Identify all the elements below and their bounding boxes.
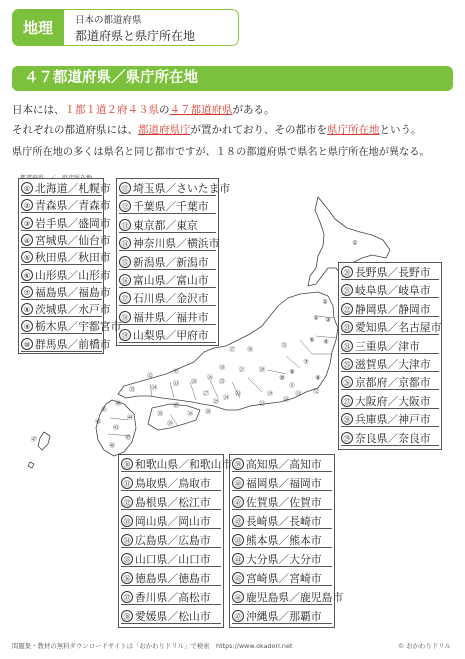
header-title: 都道府県と県庁所在地 [75,29,196,43]
separator: ／ [387,321,399,335]
capital-name: 京都市 [398,376,431,390]
separator: ／ [278,515,290,528]
separator: ／ [67,337,79,351]
svg-text:③: ③ [325,316,331,324]
capital-name: 岡山市 [178,515,211,528]
separator: ／ [167,553,179,566]
prefecture-number: ⑥ [21,269,33,281]
prefecture-number: ㊻ [232,591,244,603]
svg-text:㉝: ㉝ [172,380,180,388]
prefecture-row [121,532,221,548]
separator: ／ [387,394,399,408]
capital-name: 仙台市 [78,233,111,247]
separator: ／ [165,255,177,269]
prefecture-row [341,374,439,390]
prefecture-row [341,393,439,409]
svg-text:㉓: ㉓ [234,390,242,398]
capital-name: 鹿児島市 [299,591,344,604]
separator: ／ [167,572,179,585]
capital-name: 千葉市 [176,200,209,214]
prefecture-row [21,301,111,317]
separator: ／ [165,200,177,214]
prefecture-row [232,513,332,529]
capital-name: 和歌山市 [188,458,233,471]
prefecture-name: 静岡県 [355,302,388,316]
svg-text:㉒: ㉒ [258,400,266,408]
separator: ／ [167,515,179,528]
svg-text:⑧: ⑧ [315,374,321,382]
separator: ／ [278,496,290,509]
prefecture-name: 秋田県 [35,251,68,265]
prefecture-number: ③ [21,217,33,229]
prefecture-number: ㊷ [232,515,244,527]
prefecture-row [121,494,221,510]
svg-text:㊴: ㊴ [166,420,174,428]
prefecture-name: 徳島県 [135,572,168,585]
capital-name: 横浜市 [186,237,220,251]
map-okinawa-islet [28,462,34,468]
prefecture-row [121,589,221,605]
svg-text:㊷: ㊷ [94,418,102,426]
svg-text:⑭: ⑭ [282,396,290,404]
svg-text:㊹: ㊹ [126,414,134,422]
prefecture-number: ㉗ [341,395,353,407]
prefecture-name: 山形県 [35,268,68,282]
prefecture-name: 神奈川県 [133,237,177,251]
svg-text:㉕: ㉕ [218,378,226,386]
separator: ／ [278,534,290,547]
prefecture-name: 沖縄県 [246,610,279,623]
prefecture-name: 熊本県 [246,534,279,547]
prefecture-number: ② [21,199,33,211]
prefecture-row [121,608,221,624]
prefecture-name: 福井県 [133,310,166,324]
capital-name: 大津市 [398,358,431,371]
separator: ／ [67,285,79,299]
svg-text:㉖: ㉖ [206,374,214,382]
capital-name: 奈良市 [398,431,431,445]
prefecture-name: 高知県 [246,458,279,471]
separator: ／ [387,413,399,427]
prefecture-row [232,589,344,605]
prefecture-name: 京都府 [355,376,388,390]
separator: ／ [165,218,177,232]
separator: ／ [67,320,79,334]
prefecture-number: ⑲ [119,329,131,341]
prefecture-row [341,301,439,317]
prefecture-row [232,608,332,624]
separator: ／ [278,610,290,623]
svg-text:⑫: ⑫ [312,388,320,396]
prefecture-name: 新潟県 [133,255,166,269]
prefecture-row [341,264,439,280]
capital-name: 東京 [176,218,198,232]
separator: ／ [67,251,79,265]
prefecture-name: 群馬県 [35,337,68,351]
prefecture-row [21,249,111,265]
separator: ／ [387,339,399,353]
svg-text:㉚: ㉚ [204,408,212,416]
prefecture-name: 千葉県 [133,200,166,214]
prefecture-name: 愛知県 [355,321,388,335]
prefecture-row [119,235,220,251]
prefecture-row [121,456,233,472]
capital-name: 高知市 [289,458,322,471]
prefecture-row [21,336,111,352]
svg-text:㉘: ㉘ [190,378,198,386]
capital-name: 松山市 [178,610,211,623]
prefecture-name: 滋賀県 [355,358,388,371]
separator: ／ [167,610,179,623]
prefecture-name: 大阪府 [355,394,388,408]
intro-line-2: それぞれの都道府県には、都道府県庁が置かれており、その都市を県庁所在地という。 [12,124,422,136]
capital-name: 広島市 [178,534,211,547]
prefecture-number: ⑰ [119,292,131,304]
capital-name: 富山市 [176,274,209,287]
prefecture-name: 宮城県 [35,233,68,247]
prefecture-row [21,267,111,283]
prefecture-name: 山梨県 [133,329,166,343]
prefecture-number: ⑤ [21,251,33,263]
prefecture-name: 石川県 [133,292,166,306]
prefecture-name: 東京都 [133,218,166,232]
separator: ／ [167,534,179,547]
svg-text:⑥: ⑥ [309,336,315,344]
capital-name: 福井市 [176,310,209,324]
prefecture-number: ㊳ [121,610,133,622]
capital-name: 秋田市 [78,251,111,265]
svg-text:⑱: ⑱ [218,364,226,372]
prefecture-row [119,217,216,233]
prefecture-row [232,551,332,567]
svg-text:⑩: ⑩ [279,374,285,382]
separator: ／ [278,477,290,490]
prefecture-row [21,284,111,300]
subject-label: 地理 [12,9,64,46]
prefecture-name: 三重県 [355,339,388,353]
footer-copyright: © おかわりドリル [397,642,451,650]
prefecture-row [21,180,111,196]
footer-text: 問題集・教材の無料ダウンロードサイトは「おかわりドリル」で検索 https://www.okadori.net [12,642,293,650]
separator: ／ [67,268,79,282]
prefecture-row [21,318,122,334]
separator: ／ [67,216,79,230]
prefecture-name: 愛媛県 [135,610,168,623]
capital-name: 那覇市 [289,610,322,623]
capital-name: 熊本市 [289,534,322,547]
svg-text:㊵: ㊵ [114,400,122,408]
prefecture-number: ④ [21,234,33,246]
capital-name: 宮崎市 [289,572,322,585]
prefecture-row [121,475,221,491]
prefecture-row [21,232,111,248]
separator: ／ [387,431,399,445]
separator: ／ [387,376,399,390]
separator: ／ [67,182,79,195]
prefecture-row [232,532,332,548]
svg-text:②: ② [322,298,328,306]
capital-name: 宇都宮市 [78,320,122,334]
capital-name: 前橋市 [78,337,111,351]
capital-name: 鳥取市 [178,477,211,490]
prefecture-name: 北海道 [35,182,68,195]
prefecture-name: 岡山県 [135,515,168,528]
svg-text:⑬: ⑬ [294,390,302,398]
prefecture-number: ㉑ [341,284,353,296]
capital-name: 高松市 [178,591,211,604]
separator: ／ [165,329,177,343]
svg-text:㊳: ㊳ [156,410,164,418]
prefecture-number: ⑯ [119,274,131,286]
prefecture-number: ⑫ [119,200,131,212]
prefecture-row [21,197,111,213]
prefecture-row [119,309,216,325]
prefecture-number: ㊶ [232,496,244,508]
prefecture-row [119,198,216,214]
capital-name: 佐賀市 [289,496,322,509]
intro-line-3: 県庁所在地の多くは県名と同じ都市ですが、１８の都道府県で県名と県庁所在地が異なる。 [12,147,430,158]
prefecture-name: 栃木県 [35,320,68,334]
separator: ／ [278,553,290,566]
svg-text:㉟: ㉟ [128,386,136,394]
capital-name: 静岡市 [398,302,431,316]
capital-name: さいたま市 [176,182,231,195]
prefecture-name: 佐賀県 [246,496,279,509]
svg-text:⑯: ⑯ [246,346,254,354]
prefecture-name: 兵庫県 [355,413,388,427]
prefecture-name: 山口県 [135,553,168,566]
header-subtitle: 日本の都道府県 [75,15,142,26]
prefecture-name: 福岡県 [246,477,279,490]
prefecture-name: 大分県 [246,553,279,566]
capital-name: 福岡市 [289,477,322,490]
svg-text:⑲: ⑲ [266,390,274,398]
prefecture-row [121,551,221,567]
capital-name: 神戸市 [398,413,431,427]
prefecture-number: ㉟ [121,553,133,565]
prefecture-number: ㊲ [121,591,133,603]
capital-name: 山口市 [178,553,211,566]
separator: ／ [165,292,177,306]
capital-name: 津市 [398,339,420,353]
capital-name: 長野市 [398,266,431,279]
prefecture-row [21,215,111,231]
capital-name: 名古屋市 [398,321,442,335]
prefecture-number: ㉕ [341,358,353,370]
prefecture-number: ㉘ [341,413,353,425]
prefecture-name: 鳥取県 [135,477,168,490]
capital-name: 徳島市 [178,572,211,585]
prefecture-name: 香川県 [135,591,168,604]
prefecture-name: 岐阜県 [355,284,388,298]
separator: ／ [289,591,300,604]
prefecture-number: ㊺ [232,572,244,584]
separator: ／ [167,477,179,490]
prefecture-number: ㉛ [121,477,133,489]
prefecture-row [121,570,221,586]
capital-name: 青森市 [78,199,111,213]
capital-name: 長崎市 [289,515,322,528]
capital-name: 新潟市 [176,255,209,269]
prefecture-number: ㉜ [121,496,133,508]
section-title: ４７都道府県／県庁所在地 [12,66,453,91]
svg-text:㉜: ㉜ [146,372,154,380]
prefecture-number: ㊱ [121,572,133,584]
prefecture-name: 和歌山県 [135,458,179,471]
separator: ／ [178,458,189,471]
prefecture-row [232,456,332,472]
prefecture-name: 青森県 [35,199,68,213]
prefecture-number: ㉚ [121,458,133,470]
prefecture-number: ㊹ [232,553,244,565]
svg-text:⑦: ⑦ [303,358,309,366]
svg-text:㊱: ㊱ [186,410,194,418]
prefecture-number: ⑧ [21,303,33,315]
separator: ／ [165,274,177,287]
svg-text:⑤: ⑤ [313,314,319,322]
prefecture-row [341,356,439,372]
prefecture-number: ① [21,182,33,194]
prefecture-row [119,272,216,288]
svg-text:⑳: ⑳ [258,366,266,374]
prefecture-row [341,282,439,298]
capital-name: 大分市 [289,553,322,566]
prefecture-number: ⑦ [21,286,33,298]
prefecture-name: 長野県 [355,266,388,279]
prefecture-name: 富山県 [133,274,166,287]
intro-line-1: 日本には、１都１道２府４３県の４７都道府県がある。 [12,104,275,116]
prefecture-name: 茨城県 [35,303,68,317]
svg-text:㊶: ㊶ [100,406,108,414]
prefecture-name: 岩手県 [35,216,68,230]
prefecture-row [232,475,332,491]
svg-text:㊸: ㊸ [112,424,120,432]
prefecture-row [341,338,439,354]
svg-text:④: ④ [323,338,329,346]
prefecture-row [119,180,231,196]
prefecture-row [119,327,216,343]
prefecture-number: ⑮ [119,256,131,268]
capital-name: 盛岡市 [78,216,111,230]
capital-name: 大阪市 [398,394,431,408]
prefecture-number: ⑩ [21,338,33,350]
prefecture-row [341,319,442,335]
prefecture-name: 福島県 [35,285,68,299]
prefecture-number: ㊴ [232,458,244,470]
separator: ／ [387,302,399,316]
svg-text:㊼: ㊼ [30,436,38,444]
prefecture-number: ㊸ [232,534,244,546]
svg-text:㊲: ㊲ [172,402,180,410]
separator: ／ [278,458,290,471]
prefecture-row [341,430,439,446]
prefecture-number: ㉔ [341,340,353,352]
prefecture-name: 宮崎県 [246,572,279,585]
prefecture-number: ⑳ [341,266,353,278]
svg-text:㉙: ㉙ [212,398,220,406]
separator: ／ [67,303,79,317]
svg-text:㉞: ㉞ [150,384,158,392]
prefecture-name: 広島県 [135,534,168,547]
prefecture-number: ⑨ [21,320,33,332]
separator: ／ [67,199,79,213]
separator: ／ [167,496,179,509]
prefecture-number: ㉝ [121,515,133,527]
svg-text:㉛: ㉛ [172,368,180,376]
separator: ／ [278,572,290,585]
separator: ／ [387,266,399,279]
prefecture-name: 埼玉県 [133,182,166,195]
svg-text:⑰: ⑰ [228,346,236,354]
prefecture-row [121,513,221,529]
capital-name: 金沢市 [176,292,209,306]
capital-name: 札幌市 [78,182,111,195]
prefecture-row [119,254,216,270]
prefecture-row [119,290,216,306]
separator: ／ [167,591,179,604]
svg-text:㊻: ㊻ [108,442,116,450]
separator: ／ [165,310,177,324]
svg-text:㉑: ㉑ [238,366,246,374]
svg-text:⑮: ⑮ [280,342,288,350]
capital-name: 福島市 [78,285,111,299]
svg-text:㉗: ㉗ [202,390,210,398]
svg-text:㊺: ㊺ [124,434,132,442]
prefecture-row [232,570,332,586]
separator: ／ [387,284,399,298]
prefecture-row [232,494,332,510]
capital-name: 甲府市 [176,329,209,343]
prefecture-name: 島根県 [135,496,168,509]
prefecture-number: ㉒ [341,303,353,315]
prefecture-name: 奈良県 [355,431,388,445]
prefecture-number: ㊼ [232,610,244,622]
prefecture-number: ⑱ [119,311,131,323]
svg-text:①: ① [352,239,358,247]
prefecture-number: ㊵ [232,477,244,489]
prefecture-number: ⑪ [119,182,131,194]
capital-name: 岐阜市 [398,284,431,298]
capital-name: 水戸市 [78,303,111,317]
svg-text:⑨: ⑨ [289,368,295,376]
separator: ／ [387,358,399,371]
prefecture-number: ⑭ [119,237,131,249]
svg-text:⑪: ⑪ [288,382,296,390]
prefecture-number: ㉖ [341,376,353,388]
prefecture-number: ㉞ [121,534,133,546]
capital-name: 松江市 [178,496,211,509]
svg-text:㉔: ㉔ [222,394,230,402]
map-okinawa [38,432,50,450]
separator: ／ [67,233,79,247]
prefecture-number: ㉓ [341,321,353,333]
separator: ／ [176,237,187,251]
prefecture-name: 鹿児島県 [246,591,290,604]
prefecture-name: 長崎県 [246,515,279,528]
prefecture-row [341,411,439,427]
prefecture-number: ⑬ [119,219,131,231]
separator: ／ [165,182,177,195]
prefecture-number: ㉙ [341,432,353,444]
capital-name: 山形市 [78,268,111,282]
